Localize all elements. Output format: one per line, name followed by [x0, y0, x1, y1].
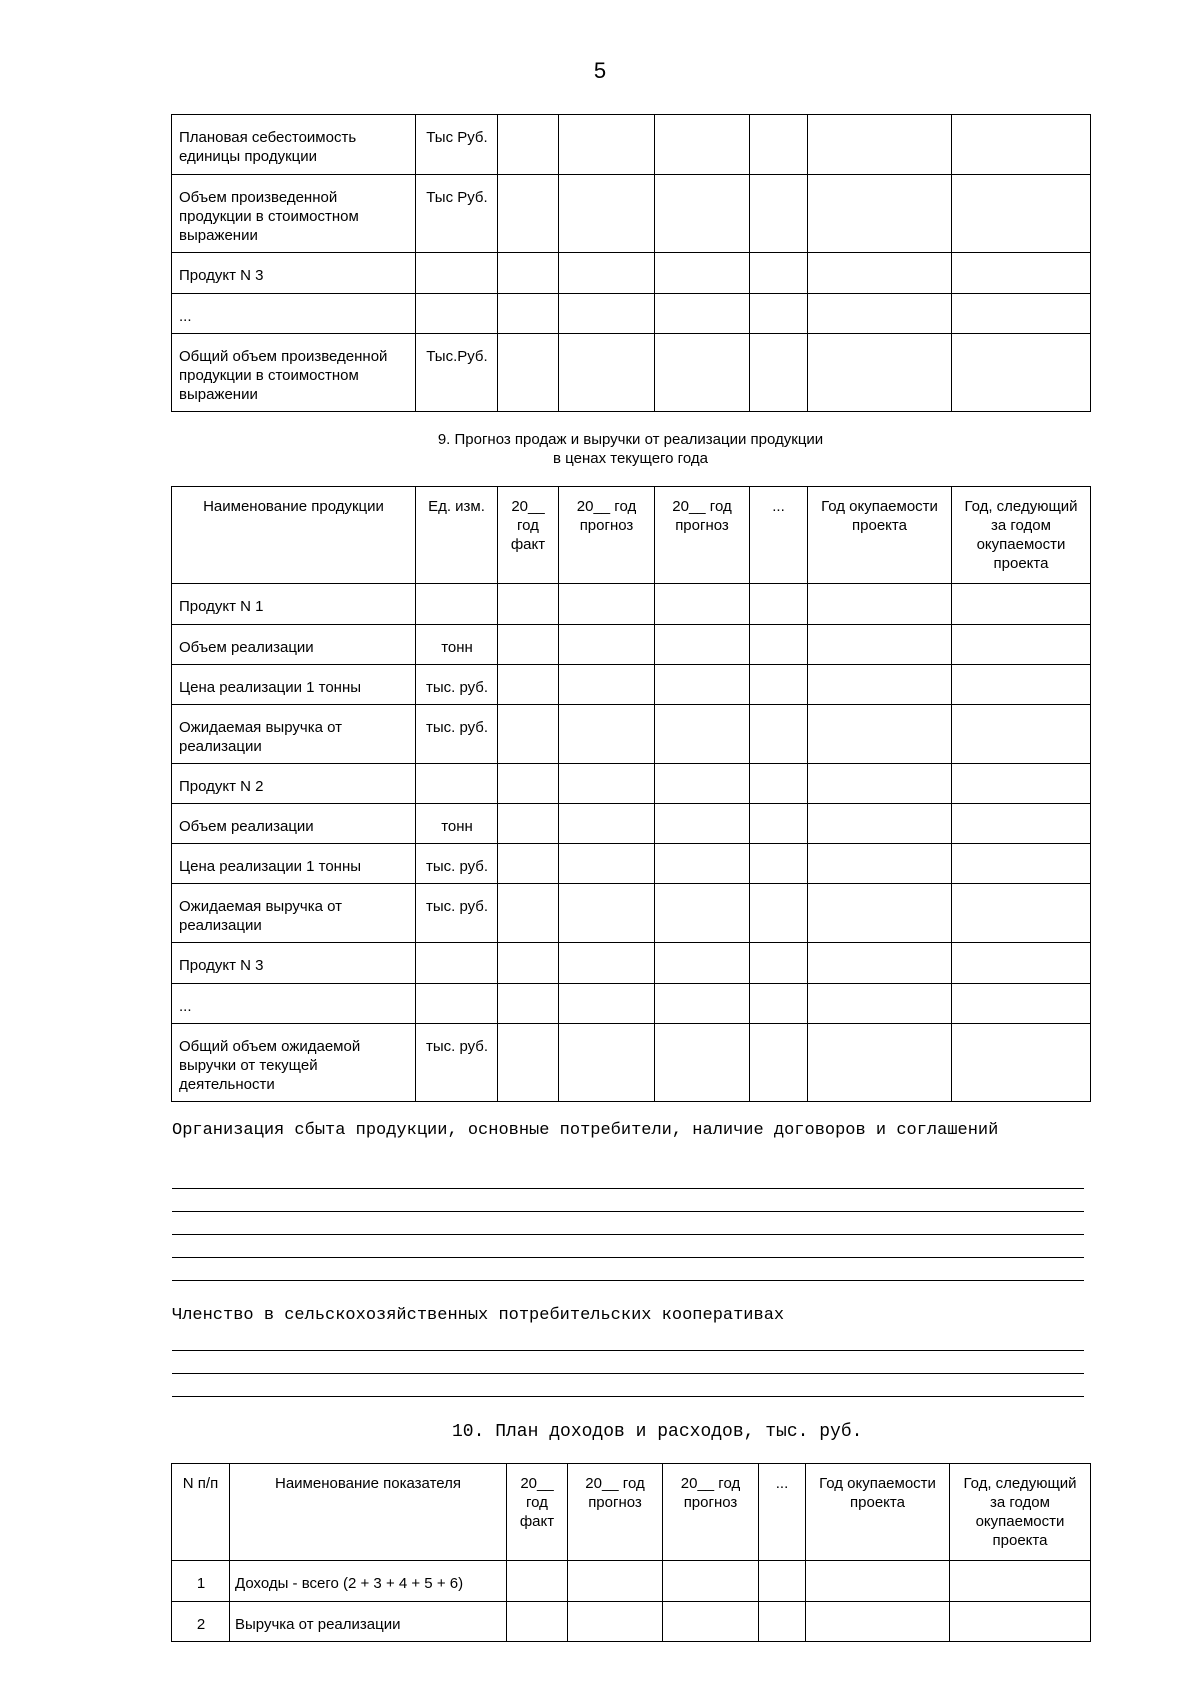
- table-row: [172, 1024, 1091, 1102]
- empty-cell: [952, 584, 1091, 625]
- row-name: Продукт N 1: [179, 598, 264, 615]
- header-row: [172, 1464, 1091, 1561]
- empty-cell: [655, 625, 750, 665]
- column-header-payback-year: Год окупаемости проекта: [821, 498, 938, 534]
- empty-cell: [655, 175, 750, 253]
- fill-line: [172, 1396, 1084, 1397]
- column-header-product: Наименование продукции: [203, 498, 384, 515]
- empty-cell: [759, 1561, 806, 1602]
- empty-cell: [655, 1024, 750, 1102]
- empty-cell: [559, 844, 655, 884]
- empty-cell: [952, 943, 1091, 984]
- empty-cell: [952, 844, 1091, 884]
- row-name: Объем реализации: [179, 639, 314, 656]
- empty-cell: [498, 943, 559, 984]
- empty-cell: [655, 334, 750, 412]
- empty-cell: [559, 764, 655, 804]
- empty-cell: [498, 804, 559, 844]
- empty-cell: [952, 705, 1091, 764]
- row-unit: тыс. руб.: [425, 719, 489, 736]
- empty-cell: [655, 253, 750, 294]
- empty-cell: [655, 115, 750, 175]
- row-unit: [416, 294, 497, 307]
- empty-cell: [498, 844, 559, 884]
- empty-cell: [559, 115, 655, 175]
- row-name: Доходы - всего (2 + 3 + 4 + 5 + 6): [235, 1575, 464, 1592]
- empty-cell: [498, 665, 559, 705]
- column-header-year-forecast-1: 20__ год прогноз: [576, 498, 637, 534]
- empty-cell: [507, 1561, 568, 1602]
- row-unit: Тыс Руб.: [426, 129, 488, 146]
- empty-cell: [808, 625, 952, 665]
- row-unit: [416, 764, 497, 777]
- empty-cell: [498, 294, 559, 334]
- empty-cell: [655, 764, 750, 804]
- column-header-year-after-payback: Год, следующий за годом окупаемости проекта: [963, 1475, 1077, 1549]
- empty-cell: [559, 584, 655, 625]
- empty-cell: [808, 705, 952, 764]
- row-name: Плановая себестоимость единицы продукции: [179, 129, 357, 165]
- fill-line: [172, 1373, 1084, 1374]
- fill-line: [172, 1211, 1084, 1212]
- table-row: [172, 1561, 1091, 1602]
- empty-cell: [750, 943, 808, 984]
- empty-cell: [750, 253, 808, 294]
- empty-cell: [655, 804, 750, 844]
- empty-cell: [498, 584, 559, 625]
- empty-cell: [750, 334, 808, 412]
- empty-cell: [655, 705, 750, 764]
- column-header-number: N п/п: [182, 1475, 219, 1492]
- empty-cell: [750, 844, 808, 884]
- empty-cell: [750, 665, 808, 705]
- row-name: Продукт N 3: [179, 267, 264, 284]
- empty-cell: [750, 705, 808, 764]
- section-9-title: [170, 430, 1091, 468]
- column-header-year-fact: 20__ год факт: [519, 1475, 555, 1530]
- empty-cell: [750, 884, 808, 943]
- empty-cell: [559, 1024, 655, 1102]
- table-row: [172, 764, 1091, 804]
- empty-cell: [750, 584, 808, 625]
- row-name: ...: [179, 998, 192, 1015]
- empty-cell: [808, 984, 952, 1024]
- empty-cell: [498, 705, 559, 764]
- table-row: [172, 705, 1091, 764]
- sales-forecast-table: [171, 486, 1091, 1102]
- empty-cell: [750, 984, 808, 1024]
- row-unit: [416, 253, 497, 266]
- empty-cell: [750, 115, 808, 175]
- empty-cell: [559, 334, 655, 412]
- empty-cell: [808, 253, 952, 294]
- empty-cell: [952, 115, 1091, 175]
- empty-cell: [808, 115, 952, 175]
- table-row: [172, 884, 1091, 943]
- row-unit: Тыс.Руб.: [426, 348, 488, 365]
- empty-cell: [498, 175, 559, 253]
- row-number: 1: [196, 1575, 206, 1592]
- empty-cell: [559, 804, 655, 844]
- row-name: Выручка от реализации: [235, 1616, 401, 1633]
- empty-cell: [498, 1024, 559, 1102]
- empty-cell: [655, 665, 750, 705]
- empty-cell: [663, 1602, 759, 1642]
- row-name: Продукт N 2: [179, 778, 264, 795]
- section-9-title-line-1: 9. Прогноз продаж и выручки от реализации продукции: [437, 431, 824, 448]
- empty-cell: [806, 1561, 950, 1602]
- empty-cell: [952, 294, 1091, 334]
- empty-cell: [808, 665, 952, 705]
- column-header-ellipsis: ...: [772, 498, 785, 515]
- production-table: [171, 114, 1091, 412]
- empty-cell: [808, 175, 952, 253]
- row-unit: тонн: [441, 639, 473, 656]
- column-header-unit: Ед. изм.: [428, 498, 485, 515]
- column-header-year-forecast-2: 20__ год прогноз: [672, 498, 732, 534]
- table-row: [172, 844, 1091, 884]
- empty-cell: [559, 884, 655, 943]
- empty-cell: [750, 625, 808, 665]
- section-9-title-line-2: в ценах текущего года: [553, 450, 708, 467]
- row-name: Объем реализации: [179, 818, 314, 835]
- empty-cell: [559, 253, 655, 294]
- empty-cell: [952, 984, 1091, 1024]
- row-name: Продукт N 3: [179, 957, 264, 974]
- empty-cell: [498, 115, 559, 175]
- table-row: [172, 584, 1091, 625]
- empty-cell: [952, 334, 1091, 412]
- empty-cell: [952, 764, 1091, 804]
- empty-cell: [568, 1561, 663, 1602]
- empty-cell: [568, 1602, 663, 1642]
- table-row: [172, 804, 1091, 844]
- fill-line: [172, 1350, 1084, 1351]
- table-row: [172, 943, 1091, 984]
- empty-cell: [507, 1602, 568, 1642]
- empty-cell: [498, 334, 559, 412]
- row-name: Ожидаемая выручка от реализации: [179, 898, 342, 934]
- row-unit: Тыс Руб.: [426, 189, 488, 206]
- empty-cell: [808, 943, 952, 984]
- table-row: [172, 984, 1091, 1024]
- empty-cell: [808, 294, 952, 334]
- empty-cell: [498, 984, 559, 1024]
- empty-cell: [559, 294, 655, 334]
- table-row: [172, 115, 1091, 175]
- empty-cell: [559, 625, 655, 665]
- empty-cell: [655, 884, 750, 943]
- row-name: Цена реализации 1 тонны: [179, 858, 362, 875]
- header-row: [172, 487, 1091, 584]
- empty-cell: [808, 804, 952, 844]
- empty-cell: [498, 764, 559, 804]
- row-unit: [416, 984, 497, 997]
- empty-cell: [808, 764, 952, 804]
- empty-cell: [559, 665, 655, 705]
- table-row: [172, 665, 1091, 705]
- table-row: [172, 625, 1091, 665]
- row-name: Общий объем произведенной продукции в стоимостном выражении: [179, 348, 388, 403]
- row-unit: тыс. руб.: [425, 1038, 489, 1055]
- empty-cell: [663, 1561, 759, 1602]
- empty-cell: [759, 1602, 806, 1642]
- row-name: Цена реализации 1 тонны: [179, 679, 362, 696]
- column-header-year-after-payback: Год, следующий за годом окупаемости проекта: [964, 498, 1078, 572]
- empty-cell: [750, 764, 808, 804]
- table-row: [172, 253, 1091, 294]
- empty-cell: [559, 705, 655, 764]
- table-row: [172, 294, 1091, 334]
- empty-cell: [559, 943, 655, 984]
- empty-cell: [952, 884, 1091, 943]
- empty-cell: [950, 1602, 1091, 1642]
- sales-organization-label: Организация сбыта продукции, основные потребители, наличие договоров и соглашений: [172, 1121, 999, 1140]
- row-unit: тыс. руб.: [425, 898, 489, 915]
- empty-cell: [655, 943, 750, 984]
- empty-cell: [559, 175, 655, 253]
- column-header-ellipsis: ...: [775, 1475, 789, 1492]
- empty-cell: [950, 1561, 1091, 1602]
- fill-line: [172, 1188, 1084, 1189]
- empty-cell: [750, 1024, 808, 1102]
- fill-line: [172, 1257, 1084, 1258]
- empty-cell: [952, 665, 1091, 705]
- page-number: 5: [593, 58, 607, 83]
- income-expense-table: [171, 1463, 1091, 1642]
- empty-cell: [806, 1602, 950, 1642]
- row-name: ...: [179, 308, 192, 325]
- empty-cell: [808, 884, 952, 943]
- empty-cell: [559, 984, 655, 1024]
- row-unit: тонн: [441, 818, 473, 835]
- empty-cell: [750, 294, 808, 334]
- fill-line: [172, 1234, 1084, 1235]
- empty-cell: [655, 584, 750, 625]
- empty-cell: [498, 884, 559, 943]
- section-10-title: 10. План доходов и расходов, тыс. руб.: [452, 1422, 863, 1442]
- empty-cell: [952, 175, 1091, 253]
- column-header-indicator: Наименование показателя: [275, 1475, 461, 1492]
- column-header-year-fact: 20__ год факт: [510, 498, 546, 553]
- column-header-payback-year: Год окупаемости проекта: [819, 1475, 936, 1511]
- empty-cell: [655, 984, 750, 1024]
- empty-cell: [750, 804, 808, 844]
- empty-cell: [952, 253, 1091, 294]
- row-unit: тыс. руб.: [425, 858, 489, 875]
- empty-cell: [808, 844, 952, 884]
- empty-cell: [655, 844, 750, 884]
- empty-cell: [952, 1024, 1091, 1102]
- row-unit: [416, 943, 497, 956]
- row-number: 2: [196, 1616, 206, 1633]
- empty-cell: [655, 294, 750, 334]
- column-header-year-forecast-2: 20__ год прогноз: [680, 1475, 741, 1511]
- row-name: Ожидаемая выручка от реализации: [179, 719, 342, 755]
- row-name: Объем произведенной продукции в стоимостном выражении: [179, 189, 359, 244]
- empty-cell: [498, 253, 559, 294]
- table-row: [172, 175, 1091, 253]
- empty-cell: [952, 625, 1091, 665]
- empty-cell: [498, 625, 559, 665]
- fill-line: [172, 1280, 1084, 1281]
- table-row: [172, 1602, 1091, 1642]
- empty-cell: [808, 334, 952, 412]
- column-header-year-forecast-1: 20__ год прогноз: [585, 1475, 645, 1511]
- cooperative-membership-label: Членство в сельскохозяйственных потребительских кооперативах: [172, 1306, 785, 1325]
- empty-cell: [808, 1024, 952, 1102]
- table-row: [172, 334, 1091, 412]
- row-unit: [416, 584, 497, 597]
- empty-cell: [808, 584, 952, 625]
- empty-cell: [952, 804, 1091, 844]
- empty-cell: [750, 175, 808, 253]
- row-name: Общий объем ожидаемой выручки от текущей деятельности: [179, 1038, 361, 1093]
- row-unit: тыс. руб.: [425, 679, 489, 696]
